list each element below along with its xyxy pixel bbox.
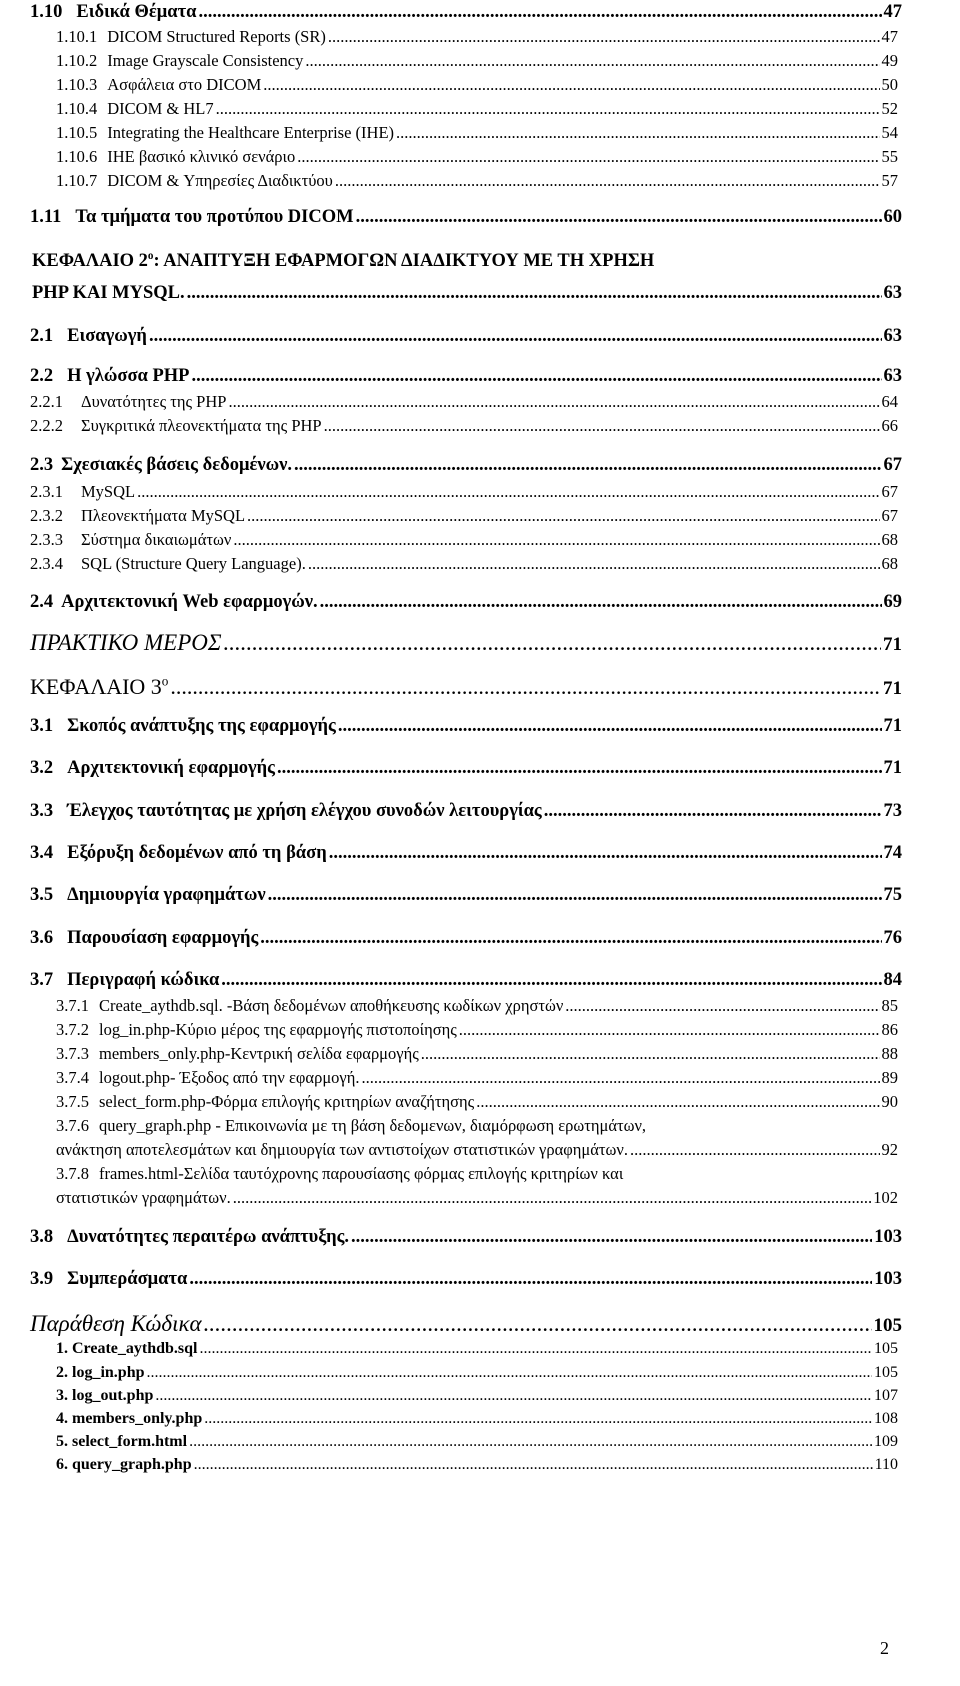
toc-entry-page: 103	[874, 1269, 902, 1289]
toc-entry-page: 57	[881, 171, 898, 190]
toc-entry-number: 1.10.7	[56, 171, 98, 190]
toc-entry-page: 109	[874, 1433, 898, 1450]
toc-leader-dots	[396, 123, 879, 143]
toc-entry-page: 92	[881, 1140, 898, 1159]
toc-entry-page: 88	[881, 1044, 898, 1063]
toc-entry-page: 105	[874, 1340, 898, 1357]
toc-leader-dots	[260, 928, 881, 949]
toc-entry-title: query_graph.php - Επικοινωνία με τη βάση δεδομενων, διαμόρφωση ερωτημάτων,	[99, 1116, 647, 1135]
toc-entry-page: 105	[873, 1315, 902, 1336]
toc-entry-number: 3.2	[30, 758, 54, 778]
toc-entry[interactable]	[56, 99, 898, 119]
chapter-heading-text: ΚΕΦΑΛΑΙΟ 3	[30, 674, 162, 699]
toc-leader-dots	[228, 392, 879, 412]
toc-entry-number: 3.3	[30, 801, 54, 821]
toc-entry-title: Αρχιτεκτονική εφαρμογής	[67, 758, 275, 778]
toc-entry[interactable]	[56, 1068, 898, 1088]
toc-entry-number: 2.2	[30, 366, 54, 386]
toc-entry-title: frames.html-Σελίδα ταυτόχρονης παρουσίασης φόρμας επιλογής κριτηρίων και	[99, 1164, 624, 1183]
toc-leader-dots	[194, 1456, 873, 1474]
toc-leader-dots	[565, 996, 879, 1016]
toc-entry-page: 54	[881, 123, 898, 142]
toc-entry[interactable]	[56, 51, 898, 71]
toc-entry-number: 2.3.1	[30, 482, 63, 501]
toc-entry-number: 3.1	[30, 716, 54, 736]
toc-entry-page: 63	[883, 283, 902, 303]
toc-leader-dots	[361, 1068, 879, 1088]
toc-entry-page: 68	[881, 554, 898, 573]
toc-entry-page: 102	[873, 1188, 898, 1207]
toc-entry-title: ΠΡΑΚΤΙΚΟ ΜΕΡΟΣ	[30, 630, 222, 655]
toc-entry-page: 71	[883, 758, 902, 778]
toc-entry[interactable]	[30, 801, 902, 822]
toc-entry-title: 5. select_form.html	[56, 1433, 188, 1450]
toc-entry-title: στατιστικών γραφημάτων.	[56, 1188, 231, 1207]
toc-entry-title: Εξόρυξη δεδομένων από τη βάση	[67, 843, 327, 863]
toc-entry-title: Συγκριτικά πλεονεκτήματα της PHP	[81, 416, 322, 435]
toc-entry-number: 3.7.8	[56, 1164, 89, 1183]
toc-entry-page: 73	[883, 801, 902, 821]
toc-entry[interactable]	[30, 630, 902, 656]
toc-entry-page: 49	[881, 51, 898, 70]
toc-leader-dots	[335, 171, 880, 191]
toc-entry-page: 75	[883, 885, 902, 905]
toc-entry-number: 3.7.3	[56, 1044, 89, 1063]
toc-entry[interactable]	[30, 506, 898, 526]
toc-entry-number: 3.7	[30, 970, 54, 990]
toc-entry-title: Συμπεράσματα	[67, 1269, 188, 1289]
toc-leader-dots	[320, 592, 882, 613]
toc-entry[interactable]	[30, 326, 902, 347]
toc-entry[interactable]	[30, 970, 902, 991]
toc-entry[interactable]	[30, 207, 902, 228]
toc-entry-title: Σχεσιακές βάσεις δεδομένων.	[61, 455, 293, 475]
toc-entry-title: log_in.php-Κύριο μέρος της εφαρμογής πιστοποίησης	[99, 1020, 457, 1039]
toc-entry[interactable]	[30, 843, 902, 864]
toc-entry[interactable]	[56, 1410, 898, 1428]
toc-entry-title: 6. query_graph.php	[56, 1456, 192, 1473]
toc-leader-dots	[351, 1227, 872, 1248]
toc-entry[interactable]	[56, 75, 898, 95]
toc-entry-page: 52	[881, 99, 898, 118]
toc-entry-number: 1.10.5	[56, 123, 98, 142]
toc-entry-number: 2.2.2	[30, 416, 63, 435]
toc-entry[interactable]	[30, 1227, 902, 1248]
toc-entry[interactable]	[30, 530, 898, 550]
toc-leader-dots	[155, 1387, 872, 1405]
toc-entry-number: 3.7.1	[56, 996, 89, 1015]
toc-entry-title: DICOM & Υπηρεσίες Διαδικτύου	[107, 171, 333, 190]
toc-entry[interactable]	[56, 123, 898, 143]
toc-entry[interactable]	[56, 171, 898, 191]
toc-entry-title: 1. Create_aythdb.sql	[56, 1340, 198, 1357]
toc-entry[interactable]	[30, 928, 902, 949]
toc-entry-title: Σύστημα δικαιωμάτων	[81, 530, 232, 549]
toc-entry[interactable]	[56, 1092, 898, 1112]
toc-leader-dots	[216, 99, 880, 119]
toc-entry-title	[30, 674, 168, 700]
toc-entry-number: 3.8	[30, 1227, 54, 1247]
toc-entry[interactable]	[30, 416, 898, 436]
toc-entry-number: 1.10	[30, 2, 63, 22]
toc-entry-page: 86	[881, 1020, 898, 1039]
toc-entry-title: 4. members_only.php	[56, 1410, 203, 1427]
toc-entry[interactable]	[56, 1456, 898, 1474]
toc-entry-page: 103	[874, 1227, 902, 1247]
toc-entry[interactable]	[56, 1188, 898, 1208]
toc-entry-number: 2.3.4	[30, 554, 63, 573]
toc-entry-page: 63	[883, 326, 902, 346]
toc-entry-page: 89	[881, 1068, 898, 1087]
toc-entry-title: SQL (Structure Query Language).	[81, 554, 306, 573]
toc-entry-page: 71	[883, 634, 902, 655]
toc-leader-dots	[476, 1092, 879, 1112]
toc-leader-dots	[263, 75, 879, 95]
toc-entry-title: Δυνατότητες της PHP	[81, 392, 227, 411]
toc-entry-title: IHE βασικό κλινικό σενάριο	[107, 147, 296, 166]
toc-entry-title: Η γλώσσα PHP	[67, 366, 190, 386]
toc-leader-dots	[630, 1140, 880, 1160]
toc-entry[interactable]	[56, 27, 898, 47]
toc-entry-title: Δυνατότητες περαιτέρω ανάπτυξης.	[67, 1227, 350, 1247]
toc-entry-title: ανάκτηση αποτελεσμάτων και δημιουργία των αντιστοίχων στατιστικών γραφημάτων.	[56, 1140, 628, 1159]
toc-entry-title: Integrating the Healthcare Enterprise (IHE)	[107, 123, 395, 142]
toc-entry-page: 63	[883, 366, 902, 386]
toc-entry[interactable]	[56, 1044, 898, 1064]
toc-entry[interactable]	[56, 1340, 898, 1358]
toc-entry-page: 50	[881, 75, 898, 94]
toc-leader-dots	[544, 801, 882, 822]
toc-entry-title: 3. log_out.php	[56, 1387, 154, 1404]
toc-entry-number: 1.10.3	[56, 75, 98, 94]
page-number: 2	[880, 1638, 889, 1658]
toc-leader-dots	[308, 554, 880, 574]
toc-entry-line1[interactable]	[56, 1116, 646, 1136]
toc-entry-number: 3.6	[30, 928, 54, 948]
toc-leader-dots	[170, 674, 881, 700]
toc-leader-dots	[233, 1188, 872, 1208]
toc-entry-number: 1.10.2	[56, 51, 98, 70]
toc-entry-page: 108	[874, 1410, 898, 1427]
toc-leader-dots	[459, 1020, 880, 1040]
toc-entry-number: 3.7.5	[56, 1092, 89, 1111]
toc-entry-number: 3.7.6	[56, 1116, 89, 1135]
toc-entry-page: 67	[881, 506, 898, 525]
toc-entry-page: 60	[883, 207, 902, 227]
toc-leader-dots	[305, 51, 879, 71]
toc-leader-dots	[146, 1364, 872, 1382]
toc-entry[interactable]	[32, 283, 902, 304]
toc-entry-page: 68	[881, 530, 898, 549]
toc-entry-title: Έλεγχος ταυτότητας με χρήση ελέγχου συνοδών λειτουργίας	[67, 801, 542, 821]
toc-entry-page: 105	[874, 1364, 898, 1381]
toc-leader-dots	[338, 716, 882, 737]
toc-leader-dots	[297, 147, 879, 167]
toc-entry-title: select_form.php-Φόρμα επιλογής κριτηρίων αναζήτησης	[99, 1092, 475, 1111]
toc-leader-dots	[247, 506, 879, 526]
toc-entry-page: 47	[881, 27, 898, 46]
toc-entry-title: Παρουσίαση εφαρμογής	[67, 928, 259, 948]
toc-entry-number: 1.10.4	[56, 99, 98, 118]
toc-entry-number: 3.7.2	[56, 1020, 89, 1039]
toc-entry-title: Εισαγωγή	[67, 326, 147, 346]
toc-entry-page: 64	[881, 392, 898, 411]
toc-entry-title: Πλεονεκτήματα MySQL	[81, 506, 246, 525]
toc-entry-title: Σκοπός ανάπτυξης της εφαρμογής	[67, 716, 336, 736]
ordinal-superscript: ο	[147, 249, 154, 262]
ordinal-superscript: ο	[161, 673, 169, 689]
toc-leader-dots	[189, 1433, 872, 1451]
toc-entry[interactable]	[30, 1269, 902, 1290]
toc-entry-page: 74	[883, 843, 902, 863]
toc-leader-dots	[149, 326, 882, 347]
toc-leader-dots	[277, 758, 882, 779]
toc-entry-title: PHP KAI MYSQL.	[32, 283, 185, 303]
toc-leader-dots	[421, 1044, 880, 1064]
toc-entry-number: 3.5	[30, 885, 54, 905]
toc-leader-dots	[137, 482, 879, 502]
toc-entry-page: 67	[881, 482, 898, 501]
toc-entry[interactable]	[56, 1387, 898, 1405]
toc-entry-title: Δημιουργία γραφημάτων	[67, 885, 266, 905]
toc-entry-page: 71	[883, 716, 902, 736]
toc-entry-page: 71	[883, 678, 902, 699]
toc-entry-page: 69	[883, 592, 902, 612]
toc-leader-dots	[324, 416, 880, 436]
toc-entry-title: Αρχιτεκτονική Web εφαρμογών.	[61, 592, 318, 612]
toc-leader-dots	[204, 1410, 872, 1428]
toc-entry-title: Περιγραφή κώδικα	[67, 970, 220, 990]
toc-entry[interactable]	[30, 554, 898, 574]
toc-entry-number: 2.1	[30, 326, 54, 346]
toc-leader-dots	[191, 366, 881, 387]
toc-entry[interactable]	[30, 758, 902, 779]
toc-leader-dots	[221, 970, 881, 991]
toc-entry-number: 2.4	[30, 592, 54, 612]
toc-entry-page: 110	[874, 1456, 898, 1473]
toc-entry-title: DICOM & HL7	[107, 99, 214, 118]
toc-entry-page: 76	[883, 928, 902, 948]
toc-leader-dots	[328, 27, 880, 47]
toc-entry-number: 2.3.3	[30, 530, 63, 549]
chapter-heading-line1[interactable]	[32, 251, 654, 272]
toc-entry[interactable]	[30, 674, 902, 700]
toc-entry[interactable]	[30, 716, 902, 737]
toc-entry-number: 2.2.1	[30, 392, 63, 411]
toc-entry[interactable]	[30, 2, 902, 23]
toc-entry-number: 1.10.6	[56, 147, 98, 166]
toc-leader-dots	[224, 630, 881, 656]
toc-entry[interactable]	[30, 592, 902, 613]
toc-entry[interactable]	[56, 1140, 898, 1160]
toc-entry-page: 85	[881, 996, 898, 1015]
toc-entry-number: 1.11	[30, 207, 62, 227]
chapter-heading-text: : ΑΝΑΠΤΥΞΗ ΕΦΑΡΜΟΓΩΝ ΔΙΑΔΙΚΤΥΟΥ ΜΕ ΤΗ ΧΡΗΣΗ	[153, 251, 655, 271]
toc-entry[interactable]	[56, 1433, 898, 1451]
toc-entry-page: 66	[881, 416, 898, 435]
toc-leader-dots	[200, 1340, 873, 1358]
toc-entry-title: 2. log_in.php	[56, 1364, 145, 1381]
toc-entry[interactable]	[30, 885, 902, 906]
toc-leader-dots	[198, 2, 881, 23]
toc-entry[interactable]	[56, 996, 898, 1016]
toc-leader-dots	[204, 1311, 872, 1337]
toc-entry-title: Παράθεση Κώδικα	[30, 1311, 202, 1336]
toc-entry-number: 2.3	[30, 455, 54, 475]
toc-entry-title: members_only.php-Κεντρική σελίδα εφαρμογής	[99, 1044, 419, 1063]
toc-entry-page: 90	[881, 1092, 898, 1111]
toc-leader-dots	[294, 455, 881, 476]
toc-entry-page: 47	[883, 2, 902, 22]
toc-leader-dots	[189, 1269, 872, 1290]
toc-entry[interactable]	[30, 392, 898, 412]
toc-leader-dots	[356, 207, 882, 228]
toc-entry[interactable]	[30, 366, 902, 387]
toc-entry[interactable]	[56, 1020, 898, 1040]
toc-entry-page: 55	[881, 147, 898, 166]
toc-entry[interactable]	[30, 1311, 902, 1337]
toc-entry-title: DICOM Structured Reports (SR)	[107, 27, 326, 46]
toc-entry-page: 67	[883, 455, 902, 475]
toc-entry-title: Image Grayscale Consistency	[107, 51, 304, 70]
toc-entry-number: 3.9	[30, 1269, 54, 1289]
toc-entry-title: Ασφάλεια στο DICOM	[107, 75, 262, 94]
toc-leader-dots	[268, 885, 882, 906]
toc-entry[interactable]	[30, 455, 902, 476]
toc-leader-dots	[233, 530, 879, 550]
toc-leader-dots	[187, 283, 882, 304]
toc-entry-title: MySQL	[81, 482, 136, 501]
toc-entry-title: logout.php- Έξοδος από την εφαρμογή.	[99, 1068, 360, 1087]
toc-entry[interactable]	[30, 482, 898, 502]
toc-entry-number: 1.10.1	[56, 27, 98, 46]
chapter-heading-text: ΚΕΦΑΛΑΙΟ 2	[32, 251, 148, 271]
toc-entry-page: 107	[874, 1387, 898, 1404]
toc-entry-title: Create_aythdb.sql. -Βάση δεδομένων αποθήκευσης κωδίκων χρηστών	[99, 996, 564, 1015]
toc-entry-title: Τα τμήματα του προτύπου DICOM	[75, 207, 354, 227]
toc-entry[interactable]	[56, 1364, 898, 1382]
toc-entry[interactable]	[56, 147, 898, 167]
toc-entry-number: 3.4	[30, 843, 54, 863]
toc-entry-page: 84	[883, 970, 902, 990]
toc-entry-number: 2.3.2	[30, 506, 63, 525]
toc-entry-line1[interactable]	[56, 1164, 623, 1184]
toc-entry-number: 3.7.4	[56, 1068, 89, 1087]
toc-entry-title: Ειδικά Θέματα	[76, 2, 197, 22]
toc-leader-dots	[329, 843, 882, 864]
